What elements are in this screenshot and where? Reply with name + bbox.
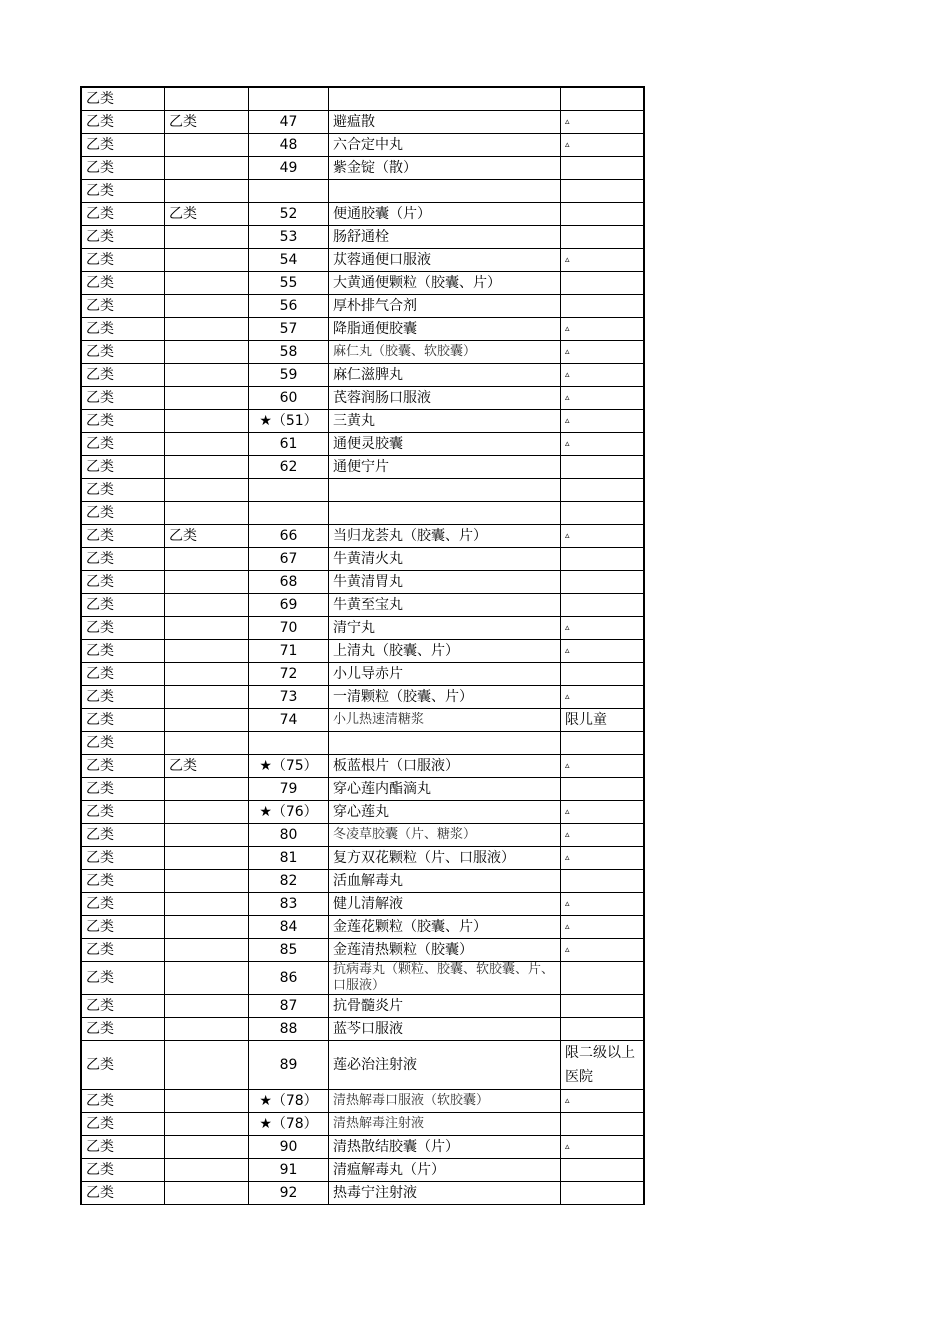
category-cell: 乙类 <box>81 180 165 203</box>
table-row <box>81 157 644 180</box>
subcategory-cell <box>165 995 249 1018</box>
number-cell: 58 <box>249 341 329 364</box>
drug-name-cell: 穿心莲内酯滴丸 <box>329 778 561 801</box>
number-cell: 80 <box>249 824 329 847</box>
number-cell: 69 <box>249 594 329 617</box>
table-row <box>81 640 644 663</box>
category-cell: 乙类 <box>81 456 165 479</box>
number-cell: ★（75） <box>249 755 329 778</box>
note-cell <box>561 272 645 295</box>
note-cell: ▵ <box>561 939 645 962</box>
table-row <box>81 341 644 364</box>
note-cell <box>561 995 645 1018</box>
category-cell: 乙类 <box>81 709 165 732</box>
number-cell: 74 <box>249 709 329 732</box>
drug-name-cell: 当归龙荟丸（胶囊、片） <box>329 525 561 548</box>
category-cell: 乙类 <box>81 87 165 111</box>
category-cell: 乙类 <box>81 1113 165 1136</box>
subcategory-cell <box>165 847 249 870</box>
category-cell: 乙类 <box>81 939 165 962</box>
note-cell: ▵ <box>561 686 645 709</box>
subcategory-cell <box>165 939 249 962</box>
category-cell: 乙类 <box>81 295 165 318</box>
table-row <box>81 272 644 295</box>
drug-name-cell: 一清颗粒（胶囊、片） <box>329 686 561 709</box>
note-cell <box>561 594 645 617</box>
subcategory-cell <box>165 1018 249 1041</box>
drug-name-cell: 牛黄至宝丸 <box>329 594 561 617</box>
category-cell: 乙类 <box>81 249 165 272</box>
subcategory-cell <box>165 502 249 525</box>
number-cell: 60 <box>249 387 329 410</box>
category-cell: 乙类 <box>81 824 165 847</box>
number-cell <box>249 479 329 502</box>
number-cell: 47 <box>249 111 329 134</box>
table-row <box>81 180 644 203</box>
number-cell: 72 <box>249 663 329 686</box>
category-cell: 乙类 <box>81 1090 165 1113</box>
subcategory-cell <box>165 410 249 433</box>
number-cell <box>249 732 329 755</box>
table-row <box>81 111 644 134</box>
subcategory-cell <box>165 801 249 824</box>
table-row <box>81 847 644 870</box>
table-row <box>81 571 644 594</box>
drug-name-cell: 板蓝根片（口服液） <box>329 755 561 778</box>
table-row <box>81 995 644 1018</box>
number-cell: 53 <box>249 226 329 249</box>
number-cell: 87 <box>249 995 329 1018</box>
drug-name-cell: 清热解毒注射液 <box>329 1113 561 1136</box>
number-cell: 86 <box>249 962 329 995</box>
number-cell: 67 <box>249 548 329 571</box>
category-cell: 乙类 <box>81 755 165 778</box>
subcategory-cell <box>165 1182 249 1205</box>
drug-name-cell: 肠舒通栓 <box>329 226 561 249</box>
drug-name-cell: 上清丸（胶囊、片） <box>329 640 561 663</box>
note-cell <box>561 295 645 318</box>
subcategory-cell <box>165 962 249 995</box>
table-row <box>81 1136 644 1159</box>
subcategory-cell <box>165 387 249 410</box>
number-cell: 71 <box>249 640 329 663</box>
note-cell <box>561 571 645 594</box>
category-cell: 乙类 <box>81 571 165 594</box>
number-cell: ★（78） <box>249 1090 329 1113</box>
subcategory-cell <box>165 157 249 180</box>
drug-name-cell <box>329 502 561 525</box>
drug-name-cell: 厚朴排气合剂 <box>329 295 561 318</box>
category-cell: 乙类 <box>81 203 165 226</box>
table-row <box>81 502 644 525</box>
number-cell: 62 <box>249 456 329 479</box>
subcategory-cell <box>165 1159 249 1182</box>
drug-name-cell: 大黄通便颗粒（胶囊、片） <box>329 272 561 295</box>
table-row <box>81 318 644 341</box>
drug-name-cell: 牛黄清火丸 <box>329 548 561 571</box>
category-cell: 乙类 <box>81 525 165 548</box>
category-cell: 乙类 <box>81 1018 165 1041</box>
drug-name-cell: 避瘟散 <box>329 111 561 134</box>
category-cell: 乙类 <box>81 870 165 893</box>
table-row <box>81 893 644 916</box>
drug-name-cell: 六合定中丸 <box>329 134 561 157</box>
category-cell: 乙类 <box>81 111 165 134</box>
table-row <box>81 870 644 893</box>
subcategory-cell: 乙类 <box>165 755 249 778</box>
table-row <box>81 1113 644 1136</box>
subcategory-cell <box>165 1041 249 1090</box>
drug-name-cell: 莲必治注射液 <box>329 1041 561 1090</box>
number-cell: 59 <box>249 364 329 387</box>
subcategory-cell <box>165 364 249 387</box>
number-cell: 85 <box>249 939 329 962</box>
table-row <box>81 87 644 111</box>
number-cell: 57 <box>249 318 329 341</box>
category-cell: 乙类 <box>81 157 165 180</box>
number-cell <box>249 87 329 111</box>
subcategory-cell: 乙类 <box>165 525 249 548</box>
category-cell: 乙类 <box>81 640 165 663</box>
drug-name-cell: 通便灵胶囊 <box>329 433 561 456</box>
number-cell: 92 <box>249 1182 329 1205</box>
drug-name-cell: 小儿热速清糖浆 <box>329 709 561 732</box>
table-row <box>81 387 644 410</box>
subcategory-cell <box>165 663 249 686</box>
note-cell <box>561 1018 645 1041</box>
table-row <box>81 479 644 502</box>
drug-name-cell: 牛黄清胃丸 <box>329 571 561 594</box>
note-cell: ▵ <box>561 341 645 364</box>
subcategory-cell <box>165 709 249 732</box>
drug-name-cell: 冬凌草胶囊（片、糖浆） <box>329 824 561 847</box>
table-row <box>81 778 644 801</box>
note-cell: ▵ <box>561 318 645 341</box>
table-row <box>81 709 644 732</box>
subcategory-cell <box>165 571 249 594</box>
category-cell: 乙类 <box>81 1041 165 1090</box>
table-row <box>81 433 644 456</box>
table-row <box>81 617 644 640</box>
drug-name-cell: 复方双花颗粒（片、口服液） <box>329 847 561 870</box>
drug-name-cell <box>329 87 561 111</box>
note-cell: ▵ <box>561 249 645 272</box>
note-cell <box>561 479 645 502</box>
drug-name-cell: 蓝芩口服液 <box>329 1018 561 1041</box>
note-cell <box>561 1113 645 1136</box>
note-cell <box>561 1159 645 1182</box>
category-cell: 乙类 <box>81 1159 165 1182</box>
table-row <box>81 1041 644 1090</box>
subcategory-cell <box>165 824 249 847</box>
table-row <box>81 663 644 686</box>
category-cell: 乙类 <box>81 686 165 709</box>
category-cell: 乙类 <box>81 617 165 640</box>
table-row <box>81 732 644 755</box>
drug-name-cell: 健儿清解液 <box>329 893 561 916</box>
table-row <box>81 962 644 995</box>
number-cell: 49 <box>249 157 329 180</box>
subcategory-cell <box>165 594 249 617</box>
note-cell <box>561 87 645 111</box>
table-row <box>81 686 644 709</box>
subcategory-cell <box>165 249 249 272</box>
subcategory-cell <box>165 916 249 939</box>
note-cell <box>561 1182 645 1205</box>
note-cell: ▵ <box>561 617 645 640</box>
subcategory-cell <box>165 1136 249 1159</box>
subcategory-cell <box>165 318 249 341</box>
note-cell: ▵ <box>561 847 645 870</box>
note-cell: ▵ <box>561 916 645 939</box>
category-cell: 乙类 <box>81 732 165 755</box>
number-cell: 70 <box>249 617 329 640</box>
category-cell: 乙类 <box>81 134 165 157</box>
note-cell <box>561 548 645 571</box>
table-row <box>81 364 644 387</box>
table-row <box>81 134 644 157</box>
table-body <box>81 87 644 1205</box>
drug-name-cell: 清宁丸 <box>329 617 561 640</box>
category-cell: 乙类 <box>81 341 165 364</box>
category-cell: 乙类 <box>81 594 165 617</box>
note-cell: 限二级以上医院 <box>561 1041 645 1090</box>
category-cell: 乙类 <box>81 893 165 916</box>
table-row <box>81 1090 644 1113</box>
note-cell: 限儿童 <box>561 709 645 732</box>
note-cell <box>561 962 645 995</box>
table-row <box>81 801 644 824</box>
subcategory-cell <box>165 87 249 111</box>
category-cell: 乙类 <box>81 1136 165 1159</box>
drug-name-cell: 穿心莲丸 <box>329 801 561 824</box>
drug-name-cell: 抗骨髓炎片 <box>329 995 561 1018</box>
note-cell <box>561 732 645 755</box>
subcategory-cell <box>165 295 249 318</box>
table-row <box>81 203 644 226</box>
drug-name-cell: 麻仁滋脾丸 <box>329 364 561 387</box>
note-cell: ▵ <box>561 640 645 663</box>
note-cell <box>561 663 645 686</box>
subcategory-cell <box>165 640 249 663</box>
number-cell: 88 <box>249 1018 329 1041</box>
subcategory-cell <box>165 1090 249 1113</box>
note-cell <box>561 157 645 180</box>
drug-name-cell: 清热解毒口服液（软胶囊） <box>329 1090 561 1113</box>
drug-name-cell: 金莲花颗粒（胶囊、片） <box>329 916 561 939</box>
category-cell: 乙类 <box>81 916 165 939</box>
note-cell: ▵ <box>561 755 645 778</box>
note-cell <box>561 778 645 801</box>
note-cell <box>561 226 645 249</box>
drug-name-cell: 抗病毒丸（颗粒、胶囊、软胶囊、片、口服液） <box>329 962 561 995</box>
number-cell: 54 <box>249 249 329 272</box>
table-row <box>81 249 644 272</box>
number-cell: 56 <box>249 295 329 318</box>
drug-name-cell: 清瘟解毒丸（片） <box>329 1159 561 1182</box>
number-cell: ★（78） <box>249 1113 329 1136</box>
note-cell <box>561 870 645 893</box>
number-cell: 48 <box>249 134 329 157</box>
drug-list-table <box>80 86 645 1205</box>
drug-name-cell: 降脂通便胶囊 <box>329 318 561 341</box>
drug-name-cell: 小儿导赤片 <box>329 663 561 686</box>
drug-name-cell: 金莲清热颗粒（胶囊） <box>329 939 561 962</box>
number-cell: 73 <box>249 686 329 709</box>
category-cell: 乙类 <box>81 847 165 870</box>
table-row <box>81 939 644 962</box>
note-cell: ▵ <box>561 410 645 433</box>
note-cell: ▵ <box>561 111 645 134</box>
category-cell: 乙类 <box>81 548 165 571</box>
category-cell: 乙类 <box>81 387 165 410</box>
table-row <box>81 594 644 617</box>
table-row <box>81 1159 644 1182</box>
subcategory-cell <box>165 778 249 801</box>
number-cell: 52 <box>249 203 329 226</box>
drug-name-cell: 苁蓉通便口服液 <box>329 249 561 272</box>
note-cell: ▵ <box>561 387 645 410</box>
number-cell <box>249 502 329 525</box>
category-cell: 乙类 <box>81 502 165 525</box>
note-cell: ▵ <box>561 801 645 824</box>
table-row <box>81 456 644 479</box>
note-cell <box>561 203 645 226</box>
category-cell: 乙类 <box>81 801 165 824</box>
category-cell: 乙类 <box>81 778 165 801</box>
drug-name-cell: 热毒宁注射液 <box>329 1182 561 1205</box>
number-cell: 83 <box>249 893 329 916</box>
table-row <box>81 295 644 318</box>
number-cell: 66 <box>249 525 329 548</box>
number-cell: ★（51） <box>249 410 329 433</box>
number-cell: 89 <box>249 1041 329 1090</box>
subcategory-cell <box>165 433 249 456</box>
category-cell: 乙类 <box>81 995 165 1018</box>
subcategory-cell <box>165 732 249 755</box>
table-row <box>81 548 644 571</box>
number-cell: 82 <box>249 870 329 893</box>
drug-name-cell: 麻仁丸（胶囊、软胶囊） <box>329 341 561 364</box>
subcategory-cell <box>165 479 249 502</box>
note-cell <box>561 502 645 525</box>
note-cell: ▵ <box>561 1090 645 1113</box>
note-cell: ▵ <box>561 1136 645 1159</box>
number-cell: 84 <box>249 916 329 939</box>
table-row <box>81 226 644 249</box>
table-row <box>81 525 644 548</box>
number-cell: 90 <box>249 1136 329 1159</box>
number-cell: 61 <box>249 433 329 456</box>
table-row <box>81 1018 644 1041</box>
category-cell: 乙类 <box>81 433 165 456</box>
drug-name-cell: 活血解毒丸 <box>329 870 561 893</box>
table-row <box>81 755 644 778</box>
subcategory-cell <box>165 226 249 249</box>
subcategory-cell <box>165 870 249 893</box>
subcategory-cell: 乙类 <box>165 203 249 226</box>
category-cell: 乙类 <box>81 272 165 295</box>
note-cell: ▵ <box>561 364 645 387</box>
subcategory-cell <box>165 1113 249 1136</box>
subcategory-cell <box>165 456 249 479</box>
number-cell: 79 <box>249 778 329 801</box>
category-cell: 乙类 <box>81 410 165 433</box>
category-cell: 乙类 <box>81 226 165 249</box>
number-cell <box>249 180 329 203</box>
note-cell: ▵ <box>561 433 645 456</box>
note-cell: ▵ <box>561 824 645 847</box>
category-cell: 乙类 <box>81 318 165 341</box>
drug-name-cell <box>329 479 561 502</box>
subcategory-cell <box>165 341 249 364</box>
drug-name-cell <box>329 180 561 203</box>
drug-name-cell: 三黄丸 <box>329 410 561 433</box>
table-row <box>81 916 644 939</box>
subcategory-cell <box>165 272 249 295</box>
subcategory-cell <box>165 686 249 709</box>
note-cell: ▵ <box>561 525 645 548</box>
number-cell: 81 <box>249 847 329 870</box>
category-cell: 乙类 <box>81 1182 165 1205</box>
subcategory-cell <box>165 548 249 571</box>
subcategory-cell <box>165 617 249 640</box>
category-cell: 乙类 <box>81 364 165 387</box>
category-cell: 乙类 <box>81 663 165 686</box>
note-cell: ▵ <box>561 893 645 916</box>
table-row <box>81 1182 644 1205</box>
subcategory-cell <box>165 893 249 916</box>
number-cell: ★（76） <box>249 801 329 824</box>
subcategory-cell: 乙类 <box>165 111 249 134</box>
table-row <box>81 824 644 847</box>
number-cell: 68 <box>249 571 329 594</box>
drug-name-cell: 通便宁片 <box>329 456 561 479</box>
number-cell: 55 <box>249 272 329 295</box>
drug-name-cell: 紫金锭（散） <box>329 157 561 180</box>
subcategory-cell <box>165 180 249 203</box>
table-row <box>81 410 644 433</box>
note-cell <box>561 180 645 203</box>
category-cell: 乙类 <box>81 962 165 995</box>
drug-name-cell: 便通胶囊（片） <box>329 203 561 226</box>
note-cell: ▵ <box>561 134 645 157</box>
subcategory-cell <box>165 134 249 157</box>
category-cell: 乙类 <box>81 479 165 502</box>
drug-name-cell: 清热散结胶囊（片） <box>329 1136 561 1159</box>
number-cell: 91 <box>249 1159 329 1182</box>
drug-name-cell <box>329 732 561 755</box>
drug-name-cell: 芪蓉润肠口服液 <box>329 387 561 410</box>
note-cell <box>561 456 645 479</box>
